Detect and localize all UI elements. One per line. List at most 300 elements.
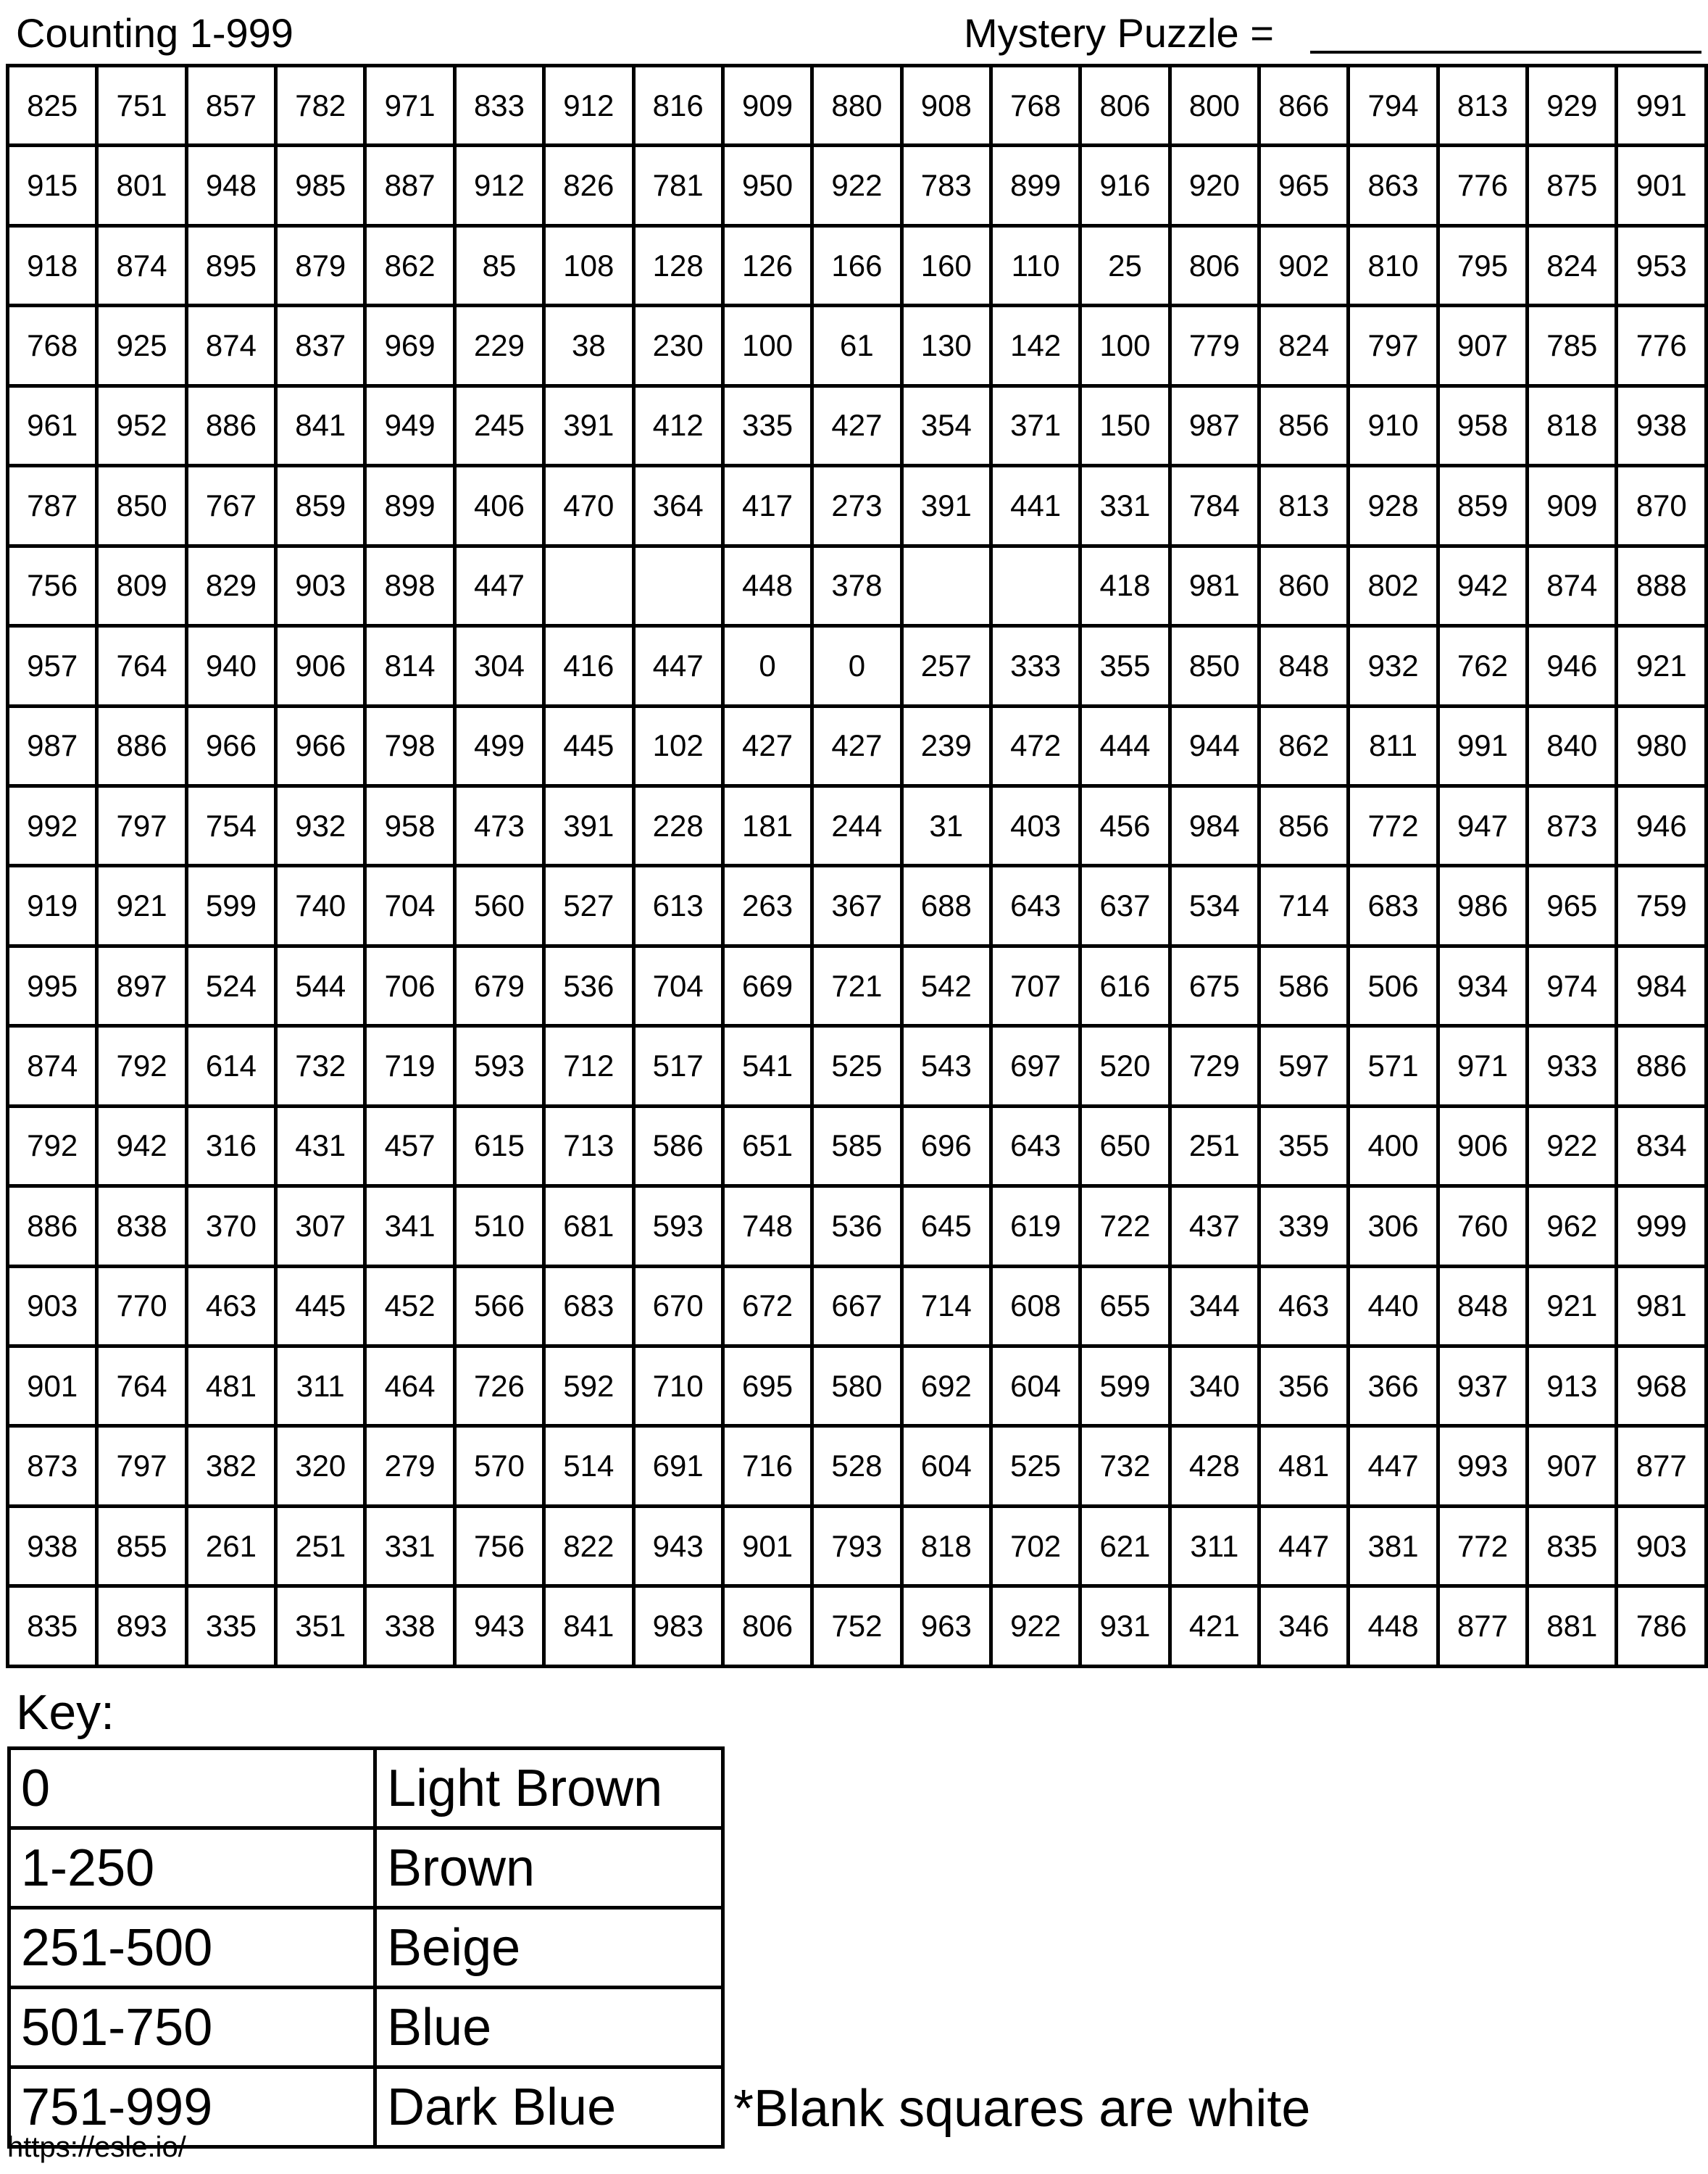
grid-cell: 848 <box>1259 626 1349 706</box>
grid-cell: 907 <box>1528 1426 1617 1506</box>
grid-cell: 909 <box>722 66 812 146</box>
grid-cell: 257 <box>901 626 991 706</box>
grid-cell: 597 <box>1259 1026 1349 1106</box>
grid-cell: 768 <box>991 66 1080 146</box>
grid-cell: 381 <box>1349 1506 1438 1586</box>
grid-cell: 697 <box>991 1026 1080 1106</box>
grid-cell: 721 <box>812 946 901 1025</box>
grid-cell: 447 <box>1259 1506 1349 1586</box>
grid-cell: 968 <box>1617 1346 1707 1426</box>
grid-cell: 354 <box>901 386 991 465</box>
grid-row <box>8 546 1707 625</box>
grid-cell: 824 <box>1259 306 1349 386</box>
grid-cell: 691 <box>633 1426 722 1506</box>
grid-cell: 31 <box>901 786 991 865</box>
key-row <box>9 1988 723 2067</box>
grid-cell: 108 <box>544 225 633 305</box>
grid-cell: 599 <box>1080 1346 1170 1426</box>
grid-cell: 983 <box>633 1586 722 1667</box>
grid-cell: 814 <box>365 626 454 706</box>
grid-row <box>8 1266 1707 1346</box>
grid-cell: 366 <box>1349 1346 1438 1426</box>
grid-cell: 428 <box>1170 1426 1259 1506</box>
grid-cell: 837 <box>276 306 365 386</box>
grid-cell: 421 <box>1170 1586 1259 1667</box>
grid-cell: 710 <box>633 1346 722 1426</box>
grid-cell: 818 <box>1528 386 1617 465</box>
grid-row <box>8 1026 1707 1106</box>
grid-cell: 859 <box>276 466 365 546</box>
grid-cell: 619 <box>991 1186 1080 1266</box>
grid-cell: 470 <box>544 466 633 546</box>
grid-cell: 706 <box>365 946 454 1025</box>
grid-cell: 338 <box>365 1586 454 1667</box>
grid-cell: 473 <box>454 786 543 865</box>
grid-cell: 759 <box>1617 866 1707 946</box>
grid-cell: 447 <box>1349 1426 1438 1506</box>
grid-cell: 719 <box>365 1026 454 1106</box>
grid-cell: 793 <box>812 1506 901 1586</box>
grid-cell: 798 <box>365 706 454 786</box>
grid-cell: 25 <box>1080 225 1170 305</box>
grid-cell: 541 <box>722 1026 812 1106</box>
key-color: Dark Blue <box>375 2067 723 2147</box>
grid-cell: 261 <box>186 1506 275 1586</box>
grid-cell: 339 <box>1259 1186 1349 1266</box>
grid-cell: 536 <box>544 946 633 1025</box>
grid-cell: 61 <box>812 306 901 386</box>
grid-cell: 524 <box>186 946 275 1025</box>
grid-cell: 445 <box>276 1266 365 1346</box>
grid-cell: 806 <box>1080 66 1170 146</box>
grid-cell: 974 <box>1528 946 1617 1025</box>
grid-cell: 391 <box>544 786 633 865</box>
grid-cell: 784 <box>1170 466 1259 546</box>
grid-cell: 971 <box>1438 1026 1527 1106</box>
grid-cell: 355 <box>1259 1106 1349 1186</box>
grid-cell: 621 <box>1080 1506 1170 1586</box>
grid-cell: 802 <box>1349 546 1438 625</box>
grid-cell: 902 <box>1259 225 1349 305</box>
grid-cell: 364 <box>633 466 722 546</box>
grid-cell: 228 <box>633 786 722 865</box>
grid-cell: 751 <box>97 66 186 146</box>
grid-cell: 580 <box>812 1346 901 1426</box>
grid-cell: 825 <box>8 66 97 146</box>
grid-cell: 128 <box>633 225 722 305</box>
grid-cell: 995 <box>8 946 97 1025</box>
grid-cell: 881 <box>1528 1586 1617 1667</box>
grid-cell: 932 <box>276 786 365 865</box>
grid-cell: 921 <box>97 866 186 946</box>
grid-row <box>8 466 1707 546</box>
grid-cell: 681 <box>544 1186 633 1266</box>
grid-cell: 651 <box>722 1106 812 1186</box>
grid-cell: 870 <box>1617 466 1707 546</box>
grid-cell: 895 <box>186 225 275 305</box>
grid-cell: 768 <box>8 306 97 386</box>
grid-cell: 838 <box>97 1186 186 1266</box>
grid-cell: 672 <box>722 1266 812 1346</box>
grid-cell: 506 <box>1349 946 1438 1025</box>
grid-cell: 126 <box>722 225 812 305</box>
grid-cell: 716 <box>722 1426 812 1506</box>
grid-cell: 726 <box>454 1346 543 1426</box>
grid-cell: 887 <box>365 146 454 225</box>
grid-cell: 946 <box>1617 786 1707 865</box>
grid-cell: 922 <box>812 146 901 225</box>
grid-cell: 875 <box>1528 146 1617 225</box>
grid-cell: 962 <box>1528 1186 1617 1266</box>
grid-cell: 510 <box>454 1186 543 1266</box>
grid-cell: 969 <box>365 306 454 386</box>
grid-cell: 696 <box>901 1106 991 1186</box>
grid-cell: 772 <box>1438 1506 1527 1586</box>
grid-row <box>8 1506 1707 1586</box>
grid-cell: 613 <box>633 866 722 946</box>
grid-cell: 912 <box>454 146 543 225</box>
grid-cell: 901 <box>1617 146 1707 225</box>
grid-cell: 102 <box>633 706 722 786</box>
grid-cell: 986 <box>1438 866 1527 946</box>
grid-cell: 921 <box>1528 1266 1617 1346</box>
grid-cell: 829 <box>186 546 275 625</box>
grid-cell: 637 <box>1080 866 1170 946</box>
grid-cell: 912 <box>544 66 633 146</box>
grid-cell: 764 <box>97 626 186 706</box>
grid-cell: 340 <box>1170 1346 1259 1426</box>
grid-cell: 683 <box>544 1266 633 1346</box>
grid-cell: 679 <box>454 946 543 1025</box>
grid-cell: 355 <box>1080 626 1170 706</box>
grid-cell: 335 <box>722 386 812 465</box>
grid-cell: 391 <box>544 386 633 465</box>
grid-cell: 942 <box>97 1106 186 1186</box>
grid-cell: 367 <box>812 866 901 946</box>
grid-cell: 534 <box>1170 866 1259 946</box>
grid-cell: 316 <box>186 1106 275 1186</box>
grid-cell: 670 <box>633 1266 722 1346</box>
grid-cell: 566 <box>454 1266 543 1346</box>
grid-cell: 957 <box>8 626 97 706</box>
grid-cell: 767 <box>186 466 275 546</box>
answer-line <box>1310 51 1701 54</box>
grid-cell: 898 <box>365 546 454 625</box>
grid-cell: 403 <box>991 786 1080 865</box>
grid-cell: 764 <box>97 1346 186 1426</box>
grid-cell: 806 <box>1170 225 1259 305</box>
grid-cell: 675 <box>1170 946 1259 1025</box>
key-row <box>9 1828 723 1908</box>
grid-cell: 893 <box>97 1586 186 1667</box>
grid-cell: 932 <box>1349 626 1438 706</box>
key-range: 751-999 <box>9 2067 375 2147</box>
grid-cell: 669 <box>722 946 812 1025</box>
grid-cell: 993 <box>1438 1426 1527 1506</box>
grid-row <box>8 626 1707 706</box>
grid-cell: 801 <box>97 146 186 225</box>
grid-cell: 150 <box>1080 386 1170 465</box>
grid-cell: 754 <box>186 786 275 865</box>
grid-cell: 427 <box>812 706 901 786</box>
grid-cell: 921 <box>1617 626 1707 706</box>
grid-cell: 560 <box>454 866 543 946</box>
grid-cell: 331 <box>1080 466 1170 546</box>
grid-cell: 527 <box>544 866 633 946</box>
grid-cell: 886 <box>8 1186 97 1266</box>
grid-cell: 331 <box>365 1506 454 1586</box>
page-title: Counting 1-999 <box>16 10 293 56</box>
grid-cell: 452 <box>365 1266 454 1346</box>
grid-cell: 304 <box>454 626 543 706</box>
grid-cell: 760 <box>1438 1186 1527 1266</box>
grid-cell: 712 <box>544 1026 633 1106</box>
grid-cell: 919 <box>8 866 97 946</box>
grid-cell: 431 <box>276 1106 365 1186</box>
grid-cell: 181 <box>722 786 812 865</box>
grid-cell: 903 <box>8 1266 97 1346</box>
grid-cell: 873 <box>8 1426 97 1506</box>
grid-cell: 991 <box>1617 66 1707 146</box>
key-color: Light Brown <box>375 1749 723 1828</box>
grid-cell: 899 <box>365 466 454 546</box>
grid-cell: 520 <box>1080 1026 1170 1106</box>
grid-cell: 770 <box>97 1266 186 1346</box>
grid-cell: 950 <box>722 146 812 225</box>
grid-cell: 835 <box>8 1586 97 1667</box>
grid-cell: 0 <box>812 626 901 706</box>
grid-cell: 417 <box>722 466 812 546</box>
grid-cell: 585 <box>812 1106 901 1186</box>
grid-cell: 440 <box>1349 1266 1438 1346</box>
grid-cell: 952 <box>97 386 186 465</box>
grid-cell: 85 <box>454 225 543 305</box>
grid-cell: 229 <box>454 306 543 386</box>
grid-cell: 862 <box>1259 706 1349 786</box>
grid-cell: 795 <box>1438 225 1527 305</box>
grid-cell: 981 <box>1617 1266 1707 1346</box>
grid-cell: 463 <box>1259 1266 1349 1346</box>
grid-cell: 863 <box>1349 146 1438 225</box>
grid-cell: 779 <box>1170 306 1259 386</box>
grid-cell: 800 <box>1170 66 1259 146</box>
grid-cell: 910 <box>1349 386 1438 465</box>
grid-cell: 525 <box>812 1026 901 1106</box>
grid-cell: 781 <box>633 146 722 225</box>
grid-cell: 965 <box>1528 866 1617 946</box>
grid-cell: 571 <box>1349 1026 1438 1106</box>
grid-cell: 866 <box>1259 66 1349 146</box>
grid-cell: 586 <box>1259 946 1349 1025</box>
grid-cell: 448 <box>1349 1586 1438 1667</box>
grid-cell: 913 <box>1528 1346 1617 1426</box>
key-range: 0 <box>9 1749 375 1828</box>
grid-cell: 514 <box>544 1426 633 1506</box>
grid-cell: 965 <box>1259 146 1349 225</box>
grid-cell: 593 <box>454 1026 543 1106</box>
grid-cell: 949 <box>365 386 454 465</box>
grid-cell: 818 <box>901 1506 991 1586</box>
grid-cell: 100 <box>1080 306 1170 386</box>
grid-cell: 806 <box>722 1586 812 1667</box>
grid-cell: 412 <box>633 386 722 465</box>
grid-cell: 984 <box>1617 946 1707 1025</box>
grid-cell: 762 <box>1438 626 1527 706</box>
grid-cell: 786 <box>1617 1586 1707 1667</box>
grid-cell: 481 <box>186 1346 275 1426</box>
grid-cell: 822 <box>544 1506 633 1586</box>
grid-row <box>8 225 1707 305</box>
grid-cell: 783 <box>901 146 991 225</box>
grid-cell: 946 <box>1528 626 1617 706</box>
grid-cell: 729 <box>1170 1026 1259 1106</box>
grid-cell: 938 <box>1617 386 1707 465</box>
grid-row <box>8 706 1707 786</box>
grid-row <box>8 386 1707 465</box>
grid-cell: 416 <box>544 626 633 706</box>
grid-cell: 899 <box>991 146 1080 225</box>
grid-cell: 732 <box>276 1026 365 1106</box>
grid-cell: 833 <box>454 66 543 146</box>
key-color: Blue <box>375 1988 723 2067</box>
grid-cell: 130 <box>901 306 991 386</box>
key-range: 1-250 <box>9 1828 375 1908</box>
grid-cell: 811 <box>1349 706 1438 786</box>
grid-cell: 371 <box>991 386 1080 465</box>
grid-cell: 456 <box>1080 786 1170 865</box>
grid-cell: 897 <box>97 946 186 1025</box>
grid-cell: 370 <box>186 1186 275 1266</box>
grid-cell: 999 <box>1617 1186 1707 1266</box>
grid-cell: 528 <box>812 1426 901 1506</box>
grid-cell: 464 <box>365 1346 454 1426</box>
grid-cell: 933 <box>1528 1026 1617 1106</box>
grid-cell: 756 <box>8 546 97 625</box>
grid-cell: 991 <box>1438 706 1527 786</box>
grid-cell: 418 <box>1080 546 1170 625</box>
grid-cell: 835 <box>1528 1506 1617 1586</box>
grid-cell: 931 <box>1080 1586 1170 1667</box>
grid-cell: 714 <box>1259 866 1349 946</box>
grid-cell: 427 <box>722 706 812 786</box>
grid-cell: 400 <box>1349 1106 1438 1186</box>
grid-cell: 772 <box>1349 786 1438 865</box>
grid-cell: 714 <box>901 1266 991 1346</box>
grid-row <box>8 1426 1707 1506</box>
grid-cell: 874 <box>186 306 275 386</box>
grid-cell: 542 <box>901 946 991 1025</box>
grid-cell: 938 <box>8 1506 97 1586</box>
grid-cell: 346 <box>1259 1586 1349 1667</box>
grid-cell: 230 <box>633 306 722 386</box>
grid-cell: 922 <box>991 1586 1080 1667</box>
key-range: 251-500 <box>9 1908 375 1988</box>
grid-cell: 873 <box>1528 786 1617 865</box>
grid-cell: 245 <box>454 386 543 465</box>
grid-cell: 599 <box>186 866 275 946</box>
grid-cell: 848 <box>1438 1266 1527 1346</box>
grid-cell: 406 <box>454 466 543 546</box>
number-grid <box>6 64 1708 1668</box>
grid-cell: 934 <box>1438 946 1527 1025</box>
grid-cell: 903 <box>1617 1506 1707 1586</box>
grid-cell: 756 <box>454 1506 543 1586</box>
grid-cell: 279 <box>365 1426 454 1506</box>
grid-cell: 948 <box>186 146 275 225</box>
grid-cell: 655 <box>1080 1266 1170 1346</box>
grid-cell: 792 <box>8 1106 97 1186</box>
grid-cell: 586 <box>633 1106 722 1186</box>
grid-cell: 536 <box>812 1186 901 1266</box>
grid-cell: 963 <box>901 1586 991 1667</box>
source-url: https://esle.io/ <box>7 2131 186 2163</box>
grid-cell: 906 <box>1438 1106 1527 1186</box>
grid-cell: 740 <box>276 866 365 946</box>
grid-cell: 351 <box>276 1586 365 1667</box>
grid-cell: 958 <box>365 786 454 865</box>
grid-cell: 457 <box>365 1106 454 1186</box>
grid-cell: 543 <box>901 1026 991 1106</box>
grid-cell: 903 <box>276 546 365 625</box>
grid-cell: 850 <box>1170 626 1259 706</box>
grid-row <box>8 1346 1707 1426</box>
grid-cell: 643 <box>991 866 1080 946</box>
grid-cell: 643 <box>991 1106 1080 1186</box>
key-color: Brown <box>375 1828 723 1908</box>
grid-cell: 797 <box>97 1426 186 1506</box>
grid-cell: 782 <box>276 66 365 146</box>
grid-cell: 378 <box>812 546 901 625</box>
grid-cell: 320 <box>276 1426 365 1506</box>
key-row <box>9 1908 723 1988</box>
grid-cell: 918 <box>8 225 97 305</box>
key-row <box>9 1749 723 1828</box>
grid-cell: 463 <box>186 1266 275 1346</box>
grid-cell: 707 <box>991 946 1080 1025</box>
grid-cell: 615 <box>454 1106 543 1186</box>
grid-cell: 980 <box>1617 706 1707 786</box>
grid-cell: 273 <box>812 466 901 546</box>
grid-cell: 874 <box>8 1026 97 1106</box>
grid-cell: 356 <box>1259 1346 1349 1426</box>
grid-cell: 840 <box>1528 706 1617 786</box>
grid-cell: 859 <box>1438 466 1527 546</box>
grid-cell: 886 <box>97 706 186 786</box>
grid-cell: 850 <box>97 466 186 546</box>
grid-cell: 908 <box>901 66 991 146</box>
grid-cell: 667 <box>812 1266 901 1346</box>
grid-cell: 953 <box>1617 225 1707 305</box>
grid-cell: 855 <box>97 1506 186 1586</box>
blank-squares-note: *Blank squares are white <box>733 2080 1311 2138</box>
grid-row <box>8 306 1707 386</box>
grid-cell: 695 <box>722 1346 812 1426</box>
grid-cell: 604 <box>901 1426 991 1506</box>
grid-cell: 920 <box>1170 146 1259 225</box>
grid-row <box>8 946 1707 1025</box>
grid-cell: 940 <box>186 626 275 706</box>
grid-cell: 614 <box>186 1026 275 1106</box>
grid-cell: 984 <box>1170 786 1259 865</box>
grid-cell: 809 <box>97 546 186 625</box>
grid-row <box>8 146 1707 225</box>
grid-cell: 604 <box>991 1346 1080 1426</box>
grid-cell: 704 <box>365 866 454 946</box>
key-range: 501-750 <box>9 1988 375 2067</box>
grid-cell: 692 <box>901 1346 991 1426</box>
grid-cell <box>901 546 991 625</box>
grid-cell: 944 <box>1170 706 1259 786</box>
